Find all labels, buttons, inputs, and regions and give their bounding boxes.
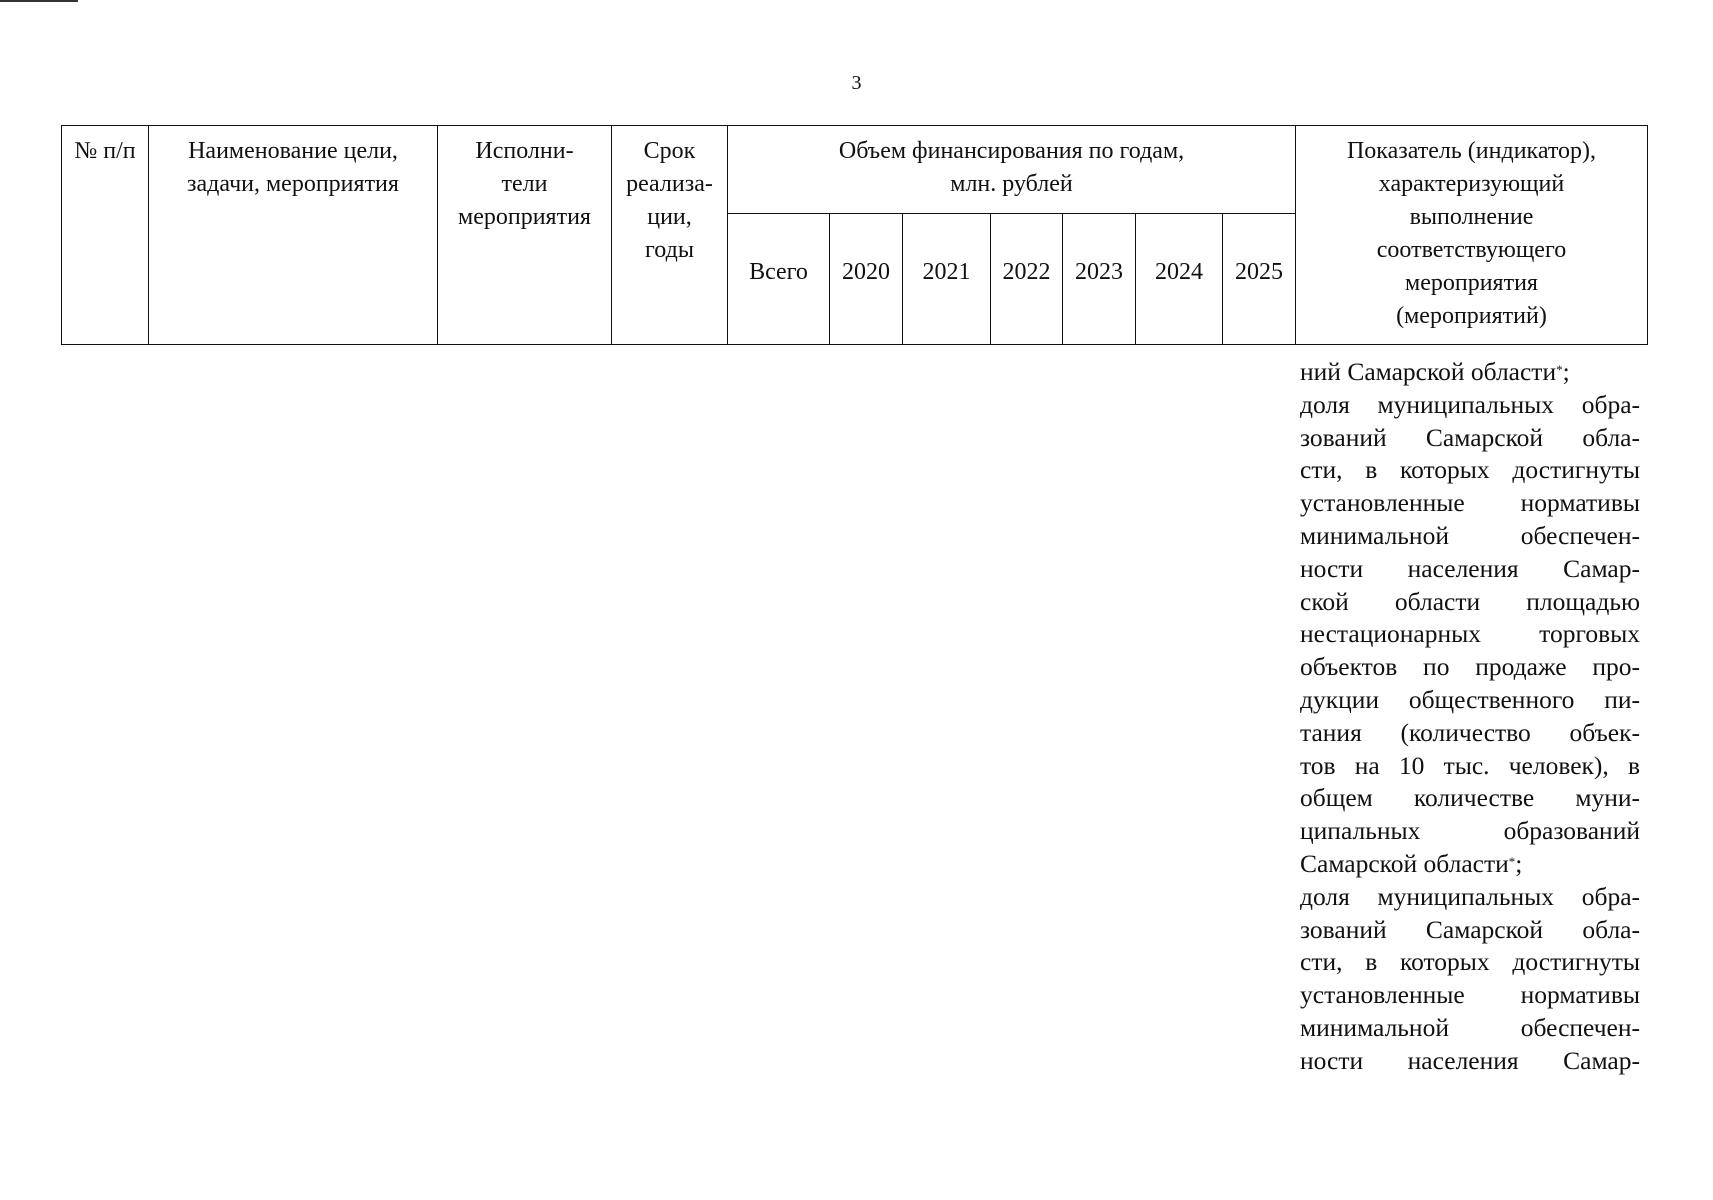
footnote-mark: *	[1556, 362, 1563, 377]
indicator-line: минимальной обеспечен-	[1300, 520, 1640, 550]
header-year-2024: 2024	[1136, 214, 1223, 345]
indicator-line: Самарской области*;	[1300, 848, 1523, 878]
indicator-line: тания (количество объек-	[1300, 717, 1640, 747]
header-col-indicator: Показатель (индикатор), характеризующий выполнение соответствующего мероприятия (мероприятий)	[1296, 126, 1648, 345]
header-year-2021: 2021	[903, 214, 991, 345]
header-year-2023: 2023	[1063, 214, 1136, 345]
indicator-line: нестационарных торговых	[1300, 619, 1640, 649]
indicator-line: дукции общественного пи-	[1300, 684, 1640, 714]
header-col-funding: Объем финансирования по годам, млн. рублей	[728, 126, 1296, 214]
indicator-line: зований Самарской обла-	[1300, 422, 1640, 452]
header-col-term: Срок реализа- ции, годы	[612, 126, 728, 345]
indicator-line: минимальной обеспечен-	[1300, 1012, 1640, 1042]
indicator-line: сти, в которых достигнуты	[1300, 947, 1640, 977]
scan-artifact-line	[0, 0, 78, 2]
indicator-line: доля муниципальных обра-	[1300, 389, 1640, 419]
header-year-2020: 2020	[830, 214, 903, 345]
indicator-line: тов на 10 тыс. человек), в	[1300, 750, 1640, 780]
indicator-line: ности населения Самар-	[1300, 1045, 1640, 1075]
indicator-line: ний Самарской области*;	[1300, 357, 1570, 386]
header-year-2022: 2022	[991, 214, 1063, 345]
indicator-description	[1300, 356, 1640, 1078]
page-number: 3	[851, 72, 862, 94]
header-col-number: № п/п	[62, 126, 149, 345]
indicator-line: установленные нормативы	[1300, 980, 1640, 1010]
indicator-line: ципальных образований	[1300, 816, 1640, 846]
indicator-line: ности населения Самар-	[1300, 553, 1640, 583]
header-col-name: Наименование цели, задачи, мероприятия	[149, 126, 438, 345]
header-col-executors: Исполни- тели мероприятия	[438, 126, 612, 345]
indicator-line: объектов по продаже про-	[1300, 652, 1640, 682]
indicator-line: ской области площадью	[1300, 586, 1640, 616]
program-header-table	[61, 125, 1648, 345]
indicator-line: сти, в которых достигнуты	[1300, 455, 1640, 485]
indicator-line: доля муниципальных обра-	[1300, 881, 1640, 911]
header-year-2025: 2025	[1223, 214, 1296, 345]
indicator-line: установленные нормативы	[1300, 488, 1640, 518]
footnote-mark: *	[1508, 853, 1516, 869]
indicator-line: общем количестве муни-	[1300, 783, 1640, 813]
indicator-line: зований Самарской обла-	[1300, 914, 1640, 944]
header-total: Всего	[728, 214, 830, 345]
